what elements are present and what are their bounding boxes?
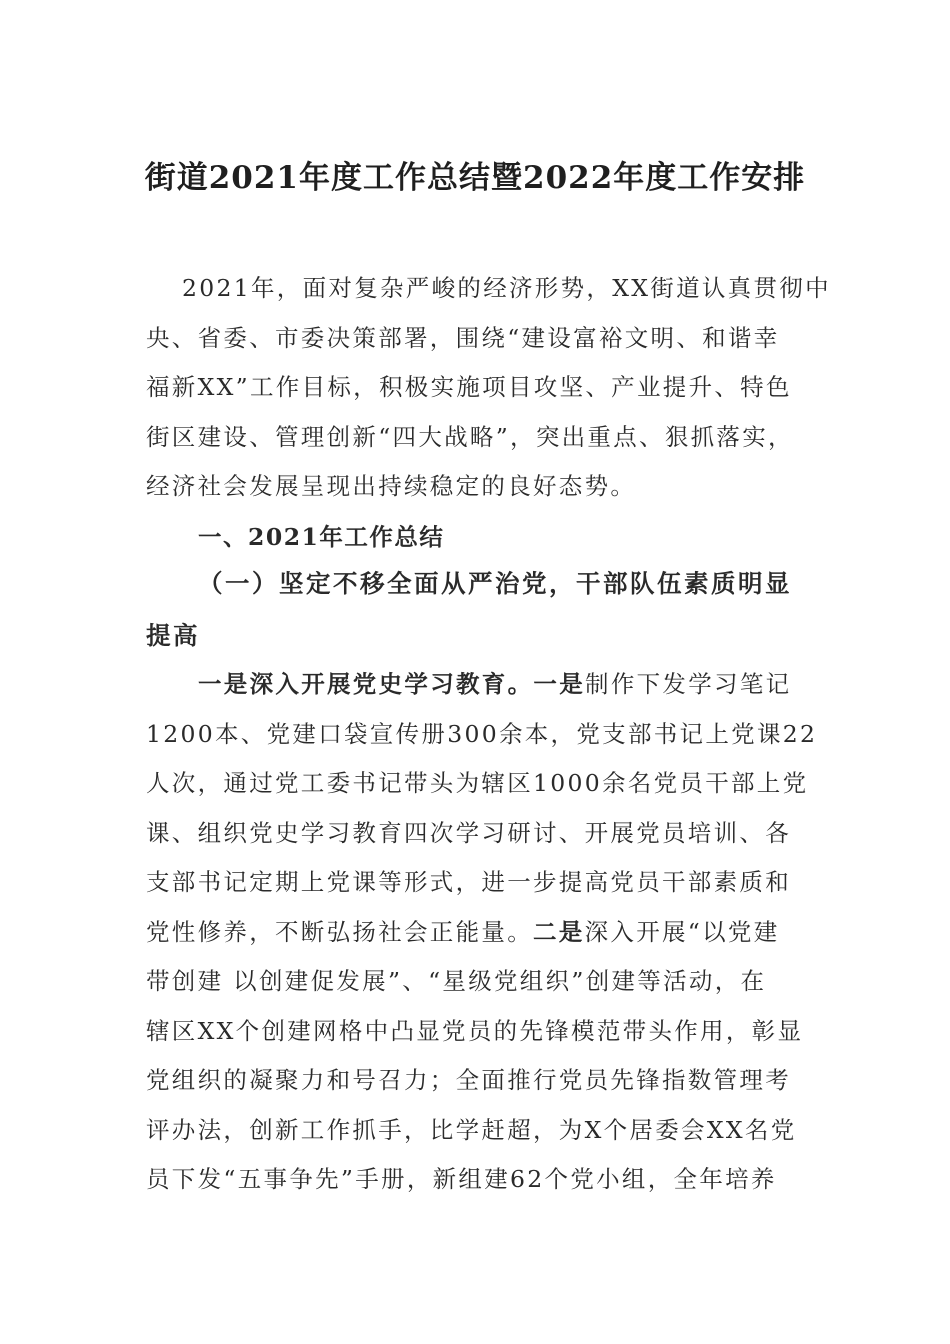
- paragraph-line: 人次，通过党工委书记带头为辖区1000余名党员干部上党: [146, 769, 809, 797]
- line-text: 党性修养，不断弘扬社会正能量。: [146, 917, 533, 946]
- paragraph-line: 1200本、党建口袋宣传册300余本，党支部书记上党课22: [146, 719, 818, 748]
- document-title: 街道2021年度工作总结暨2022年度工作安排: [144, 160, 806, 196]
- paragraph-line: 辖区XX个创建网格中凸显党员的先锋模范带头作用，彰显: [146, 1016, 804, 1045]
- line-text: 深入开展“以党建: [584, 917, 780, 946]
- intro-line: 福新XX”工作目标，积极实施项目攻坚、产业提升、特色: [146, 373, 792, 401]
- line-text: 制作下发学习笔记: [585, 670, 792, 698]
- intro-line: 街区建设、管理创新“四大战略”，突出重点、狠抓落实，: [146, 422, 794, 451]
- party-history-paragraph: [146, 660, 818, 1205]
- intro-paragraph: [146, 264, 831, 512]
- paragraph-line: 带创建 以创建促发展”、“星级党组织”创建等活动，在: [146, 967, 767, 995]
- intro-line: 2021年，面对复杂严峻的经济形势，XX街道认真贯彻中: [182, 274, 831, 302]
- intro-line: 央、省委、市委决策部署，围绕“建设富裕文明、和谐幸: [146, 323, 780, 352]
- paragraph-line: 支部书记定期上党课等形式，进一步提高党员干部素质和: [146, 868, 791, 896]
- paragraph-line: 评办法，创新工作抓手，比学赶超，为X个居委会XX名党: [146, 1115, 797, 1144]
- lead-heading: 一是深入开展党史学习教育。: [198, 670, 534, 698]
- paragraph-line: [146, 908, 806, 958]
- intro-line: 经济社会发展呈现出持续稳定的良好态势。: [146, 472, 637, 500]
- section-heading: 一、2021年工作总结: [198, 523, 445, 551]
- paragraph-line: 员下发“五事争先”手册，新组建62个党小组，全年培养: [146, 1165, 777, 1193]
- paragraph-line: [146, 660, 806, 710]
- item-marker: 一是: [533, 670, 586, 698]
- paragraph-line: 党组织的凝聚力和号召力；全面推行党员先锋指数管理考: [146, 1066, 791, 1094]
- item-marker: 二是: [533, 917, 585, 946]
- paragraph-line: 课、组织党史学习教育四次学习研讨、开展党员培训、各: [146, 818, 791, 847]
- subsection-heading: （一）坚定不移全面从严治党，干部队伍素质明显提高: [146, 569, 792, 650]
